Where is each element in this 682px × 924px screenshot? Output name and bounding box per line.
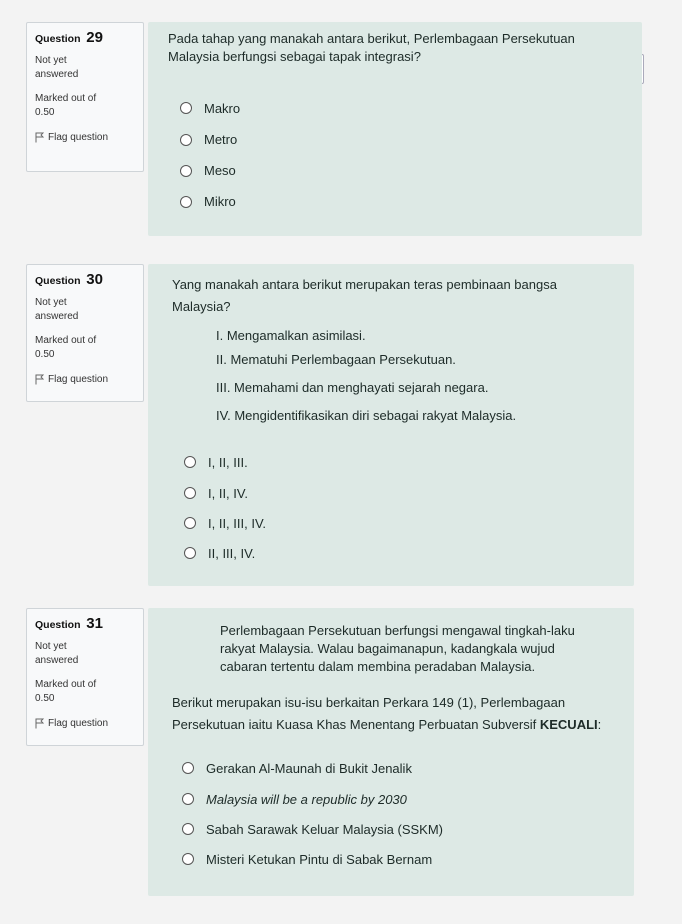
state-line: Not yet xyxy=(35,641,67,652)
question-heading xyxy=(35,271,135,288)
marked-out-of-value: 0.50 xyxy=(35,693,55,704)
flag-icon[interactable] xyxy=(35,132,44,143)
statement: IV. Mengidentifikasikan diri sebagai rakyat Malaysia. xyxy=(216,408,517,423)
answer-option[interactable] xyxy=(180,124,626,155)
answer-label[interactable]: Malaysia will be a republic by 2030 xyxy=(206,791,407,807)
answer-option[interactable] xyxy=(180,155,626,186)
question-label: Question xyxy=(35,619,81,631)
question-state xyxy=(35,640,135,668)
state-line: Not yet xyxy=(35,297,67,308)
question-text-segment: : xyxy=(597,717,602,732)
flag-icon[interactable] xyxy=(35,718,44,729)
radio-button[interactable] xyxy=(182,853,194,865)
question-text-line xyxy=(172,716,618,734)
answer-option[interactable] xyxy=(182,784,618,814)
answer-label[interactable]: Misteri Ketukan Pintu di Sabak Bernam xyxy=(206,851,433,867)
answer-label[interactable]: II, III, IV. xyxy=(208,545,256,561)
state-line: answered xyxy=(35,69,79,80)
question-info-31 xyxy=(26,608,144,746)
question-content-30 xyxy=(148,264,634,586)
radio-button[interactable] xyxy=(184,547,196,559)
flag-question-link[interactable] xyxy=(35,374,135,385)
marked-out-of-label: Marked out of xyxy=(35,93,97,104)
state-line: answered xyxy=(35,655,79,666)
question-text xyxy=(160,616,618,676)
question-text xyxy=(160,30,626,66)
question-heading xyxy=(35,615,135,632)
flag-icon[interactable] xyxy=(35,374,44,385)
radio-button[interactable] xyxy=(180,165,192,177)
radio-button[interactable] xyxy=(184,456,196,468)
marked-out-of-label: Marked out of xyxy=(35,335,97,346)
answer-option[interactable] xyxy=(180,92,626,124)
flag-question-link[interactable] xyxy=(35,132,135,143)
statement: I. Mengamalkan asimilasi. xyxy=(216,328,366,343)
question-state xyxy=(35,296,135,324)
marked-out-of-label: Marked out of xyxy=(35,679,97,690)
answer-option[interactable] xyxy=(182,752,618,784)
statement: II. Mematuhi Perlembagaan Persekutuan. xyxy=(216,352,456,367)
question-number: 30 xyxy=(86,271,103,288)
question-content-29 xyxy=(148,22,642,236)
answer-list xyxy=(160,446,618,568)
question-text-line: Pada tahap yang manakah antara berikut, Perlembagaan Persekutuan xyxy=(168,31,575,46)
question-text-line: Malaysia? xyxy=(172,299,231,314)
question-text-line: rakyat Malaysia. Walau bagaimanapun, kadangkala wujud xyxy=(220,641,555,656)
question-text-line: Malaysia berfungsi sebagai tapak integrasi? xyxy=(168,49,421,64)
answer-label[interactable]: I, II, III, IV. xyxy=(208,515,267,531)
question-label: Question xyxy=(35,275,81,287)
answer-label[interactable]: Makro xyxy=(204,100,241,116)
keyword-kecuali: KECUALI xyxy=(539,717,598,732)
question-text-line: Yang manakah antara berikut merupakan teras pembinaan bangsa xyxy=(172,277,557,292)
question-text-line: cabaran tertentu dalam membina peradaban Malaysia. xyxy=(220,659,536,674)
answer-option[interactable] xyxy=(184,478,618,508)
flag-question-label[interactable]: Flag question xyxy=(48,718,109,729)
radio-button[interactable] xyxy=(182,762,194,774)
answer-label[interactable]: Mikro xyxy=(204,194,236,209)
question-state xyxy=(35,54,135,82)
answer-label[interactable]: I, II, III. xyxy=(208,454,248,470)
radio-button[interactable] xyxy=(180,134,192,146)
flag-question-label[interactable]: Flag question xyxy=(48,132,109,143)
answer-option[interactable] xyxy=(180,186,626,217)
radio-button[interactable] xyxy=(180,196,192,208)
answer-label[interactable]: Gerakan Al-Maunah di Bukit Jenalik xyxy=(206,760,412,776)
radio-button[interactable] xyxy=(182,793,194,805)
question-text-line: Perlembagaan Persekutuan berfungsi mengawal tingkah-laku xyxy=(220,623,575,638)
flag-question-link[interactable] xyxy=(35,718,135,729)
question-text-2 xyxy=(160,694,618,734)
state-line: answered xyxy=(35,311,79,322)
flag-question-label[interactable]: Flag question xyxy=(48,374,109,385)
radio-button[interactable] xyxy=(184,517,196,529)
answer-option[interactable] xyxy=(182,844,618,874)
question-heading xyxy=(35,29,135,46)
answer-option[interactable] xyxy=(184,508,618,538)
question-info-29 xyxy=(26,22,144,172)
question-text-segment: Persekutuan iaitu Kuasa Khas Menentang Perbuatan Subversif xyxy=(172,717,540,732)
answer-list xyxy=(160,92,626,217)
answer-label[interactable]: Meso xyxy=(204,163,236,178)
answer-option[interactable] xyxy=(184,538,618,568)
radio-button[interactable] xyxy=(182,823,194,835)
answer-label[interactable]: I, II, IV. xyxy=(208,485,248,501)
answer-list xyxy=(160,752,618,874)
question-info-30 xyxy=(26,264,144,402)
question-number: 29 xyxy=(86,29,103,46)
question-text xyxy=(160,272,618,316)
answer-label[interactable]: Metro xyxy=(204,132,238,147)
statement-list xyxy=(160,328,618,436)
answer-option[interactable] xyxy=(182,814,618,844)
radio-button[interactable] xyxy=(180,102,192,114)
statement: III. Memahami dan menghayati sejarah negara. xyxy=(216,380,489,395)
question-label: Question xyxy=(35,33,81,45)
radio-button[interactable] xyxy=(184,487,196,499)
state-line: Not yet xyxy=(35,55,67,66)
answer-option[interactable] xyxy=(184,446,618,478)
marked-out-of-value: 0.50 xyxy=(35,349,55,360)
question-number: 31 xyxy=(86,615,103,632)
marked-out-of-value: 0.50 xyxy=(35,107,55,118)
question-content-31 xyxy=(148,608,634,896)
question-text-line: Berikut merupakan isu-isu berkaitan Perkara 149 (1), Perlembagaan xyxy=(172,695,566,710)
answer-label[interactable]: Sabah Sarawak Keluar Malaysia (SSKM) xyxy=(206,821,443,837)
